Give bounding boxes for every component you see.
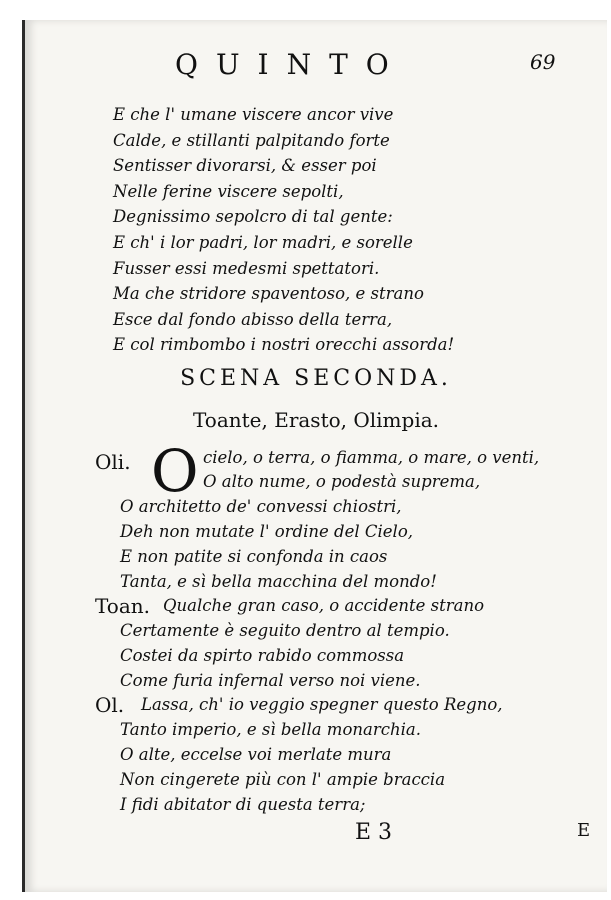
characters-list: Toante, Erasto, Olimpia. xyxy=(193,408,439,432)
catchword: E xyxy=(577,820,591,841)
verse-line: O alto nume, o podestà suprema, xyxy=(203,472,481,491)
verse-line: Tanta, e sì bella macchina del mondo! xyxy=(120,572,437,591)
verse-line: E ch' i lor padri, lor madri, e sorelle xyxy=(113,232,413,252)
verse-line: Deh non mutate l' ordine del Cielo, xyxy=(120,522,414,541)
verse-line: Qualche gran caso, o accidente strano xyxy=(163,596,485,615)
verse-line: Degnissimo sepolcro di tal gente: xyxy=(113,207,393,227)
drop-cap: O xyxy=(151,437,199,505)
verse-line: E che l' umane viscere ancor vive xyxy=(113,105,394,124)
verse-line: E col rimbombo i nostri orecchi assorda! xyxy=(113,335,455,355)
verse-line: Calde, e stillanti palpitando forte xyxy=(113,130,390,150)
page-number: 69 xyxy=(530,50,556,74)
verse-line: E non patite si confonda in caos xyxy=(120,547,388,566)
running-title: QUINTO xyxy=(175,48,407,81)
speaker-label: Toan. xyxy=(95,594,150,618)
verse-line: Non cingerete più con l' ampie braccia xyxy=(120,770,446,789)
verse-line: Certamente è seguito dentro al tempio. xyxy=(120,621,450,640)
verse-line: O alte, eccelse voi merlate mura xyxy=(120,745,392,764)
book-page xyxy=(22,20,607,892)
verse-line: Sentisser divorarsi, & esser poi xyxy=(113,156,377,176)
verse-line: O architetto de' convessi chiostri, xyxy=(120,497,402,516)
verse-block-top xyxy=(113,102,454,358)
verse-line: Come furia infernal verso noi viene. xyxy=(120,671,421,690)
verse-line: Fusser essi medesmi spettatori. xyxy=(113,258,380,278)
verse-line: Lassa, ch' io veggio spegner questo Regno, xyxy=(141,695,503,714)
speaker-label: Ol. xyxy=(95,693,125,717)
page-header xyxy=(25,48,607,88)
speaker-label: Oli. xyxy=(95,450,131,474)
signature-mark: E 3 xyxy=(355,820,393,845)
verse-line: Esce dal fondo abisso della terra, xyxy=(113,309,393,329)
verse-line: I fidi abitator di questa terra; xyxy=(120,795,366,814)
verse-line: Ma che stridore spaventoso, e strano xyxy=(113,284,424,304)
verse-line: Nelle ferine viscere sepolti, xyxy=(113,181,344,201)
verse-line: cielo, o terra, o fiamma, o mare, o venti, xyxy=(203,448,540,467)
verse-line: Costei da spirto rabido commossa xyxy=(120,646,405,665)
verse-line: Tanto imperio, e sì bella monarchia. xyxy=(120,720,421,739)
scene-heading: SCENA SECONDA. xyxy=(180,366,452,391)
